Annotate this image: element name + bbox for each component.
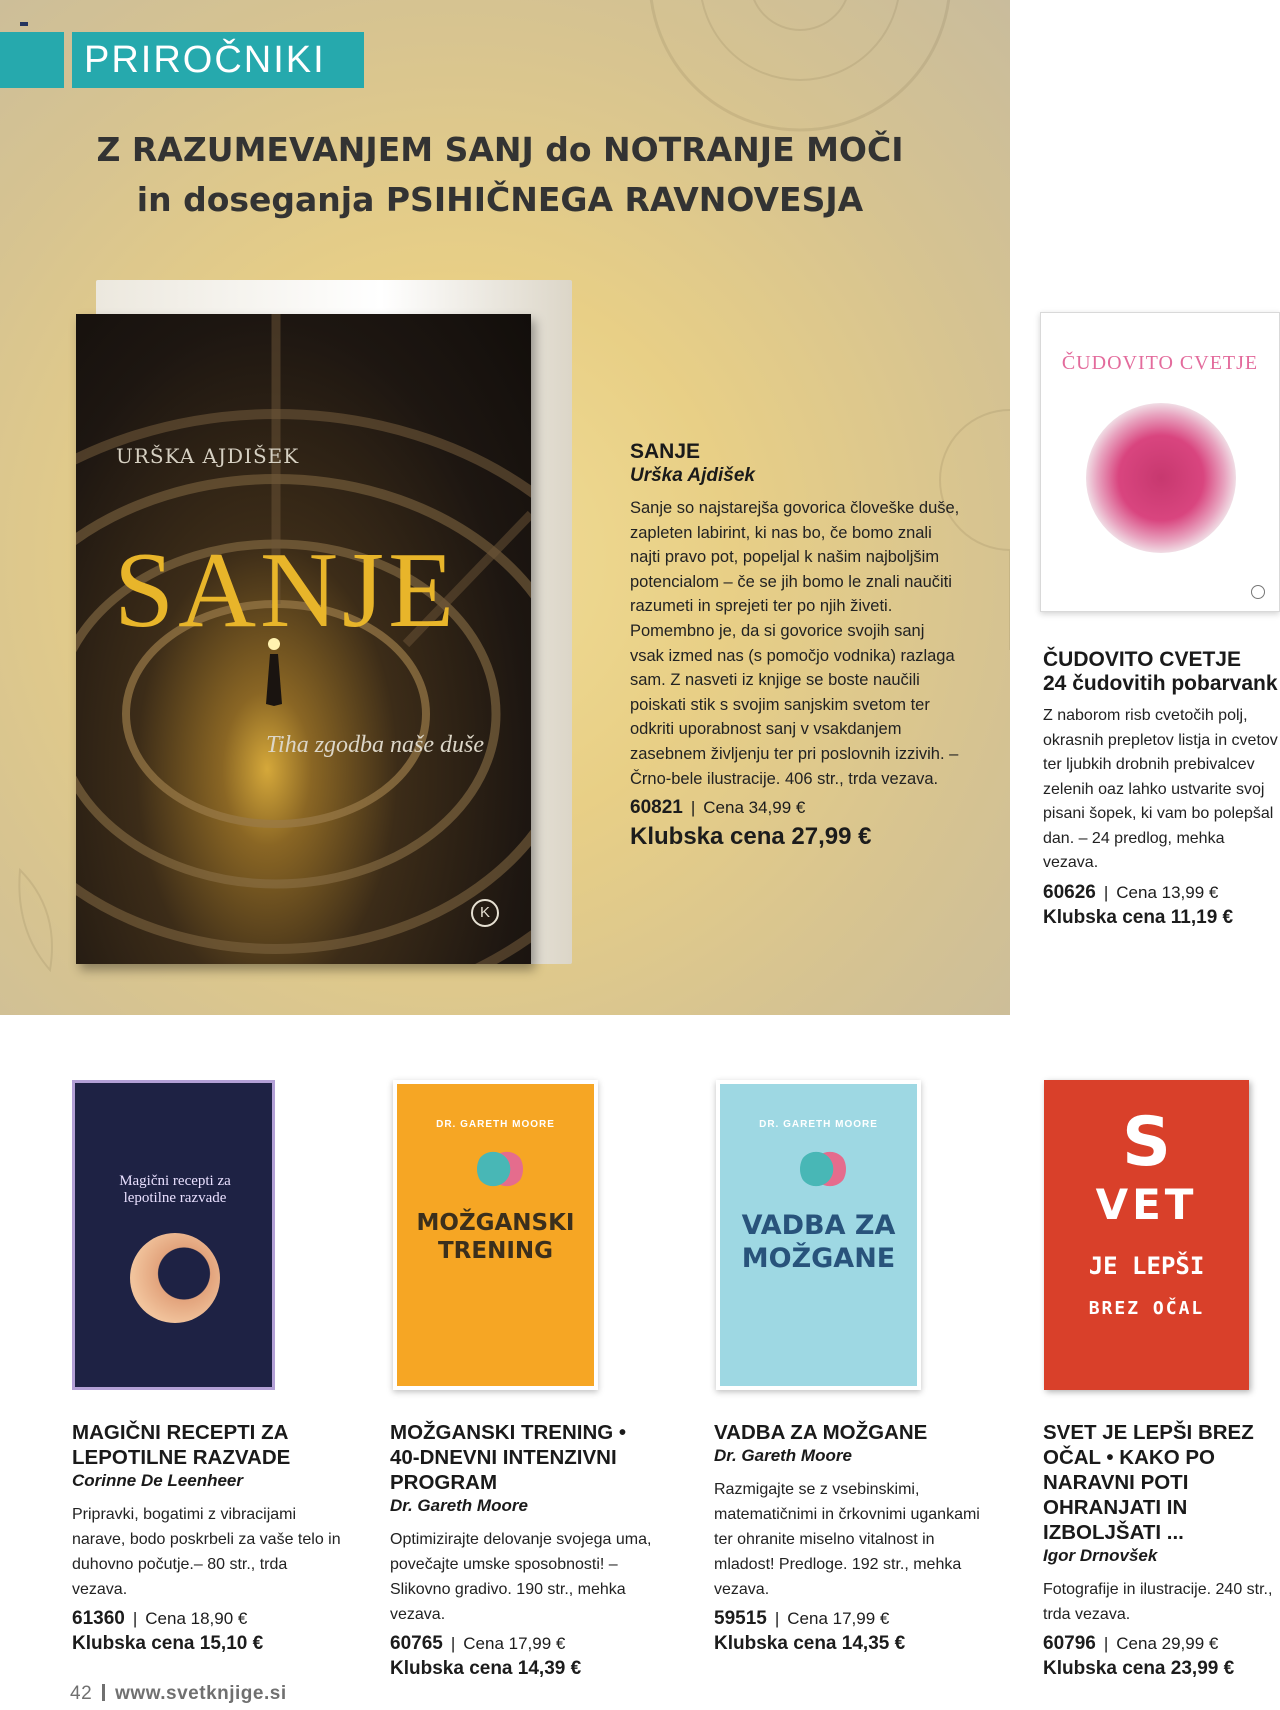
product-info-2 [390, 1420, 660, 1681]
product-code: 61360 [72, 1608, 125, 1629]
featured-product-info [630, 440, 960, 853]
cover-author: DR. GARETH MOORE [436, 1119, 555, 1130]
side-book-cover[interactable] [1040, 312, 1280, 612]
book-front-cover [76, 314, 531, 964]
cover-author: DR. GARETH MOORE [759, 1119, 878, 1130]
headline-line-2: in doseganja PSIHIČNEGA RAVNOVESJA [136, 180, 864, 219]
brain-icon [477, 1146, 523, 1192]
product-author: Dr. Gareth Moore [390, 1496, 528, 1515]
flower-illustration [1086, 403, 1236, 553]
product-title[interactable]: VADBA ZA MOŽGANE [714, 1421, 928, 1444]
product-title[interactable]: MAGIČNI RECEPTI ZA LEPOTILNE RAZVADE [72, 1421, 291, 1469]
product-description: Pripravki, bogatimi z vibracijami narave, bodo poskrbeli za vaše telo in duhovno počutje.– 80 str., trda vezava. [72, 1506, 341, 1598]
regular-price: Cena 34,99 € [703, 798, 806, 818]
publisher-logo-icon [1251, 585, 1265, 599]
cover-brez-ocal: BREZ OČAL [1088, 1298, 1205, 1319]
club-price: Klubska cena 11,19 € [1043, 906, 1234, 928]
product-title[interactable]: MOŽGANSKI TRENING • 40-DNEVNI INTENZIVNI PROGRAM [390, 1421, 627, 1494]
publisher-logo-icon: K [471, 899, 499, 927]
book-cover-magicni-recepti[interactable] [72, 1080, 275, 1390]
category-bar-accent [0, 32, 64, 88]
product-info-4 [1043, 1420, 1280, 1681]
product-author: Igor Drnovšek [1043, 1546, 1158, 1565]
price-line: 60821 | Cena 34,99 € [630, 797, 806, 819]
product-code: 59515 [714, 1608, 767, 1629]
feather-decoration [10, 860, 70, 980]
product-title[interactable]: SANJE [630, 440, 701, 463]
regular-price: Cena 17,99 € [463, 1634, 566, 1653]
price-line: 59515 | Cena 17,99 € [714, 1608, 890, 1629]
club-price: Klubska cena 14,39 € [390, 1658, 582, 1679]
cover-word-vet: VET [1095, 1180, 1198, 1229]
moon-illustration [130, 1233, 220, 1323]
regular-price: Cena 17,99 € [787, 1609, 890, 1628]
side-product-info [1043, 648, 1280, 930]
cover-letter-s: S [1122, 1103, 1171, 1182]
category-label: PRIROČNIKI [72, 32, 364, 88]
cover-title: SANJE [114, 531, 459, 650]
product-description: Sanje so najstarejša govorica človeške duše, zapleten labirint, ki nas bo, če bomo znali najti pravo pot, popeljal k našim najboljšim potencialom – če se jih bomo le znali naučiti razumeti in sprejeti ter po njih živeti. Pomembno je, da si govorice svojih sanj vsak izmed nas (s pomočjo vodnika) razlaga sam. Z nasveti iz knjige se boste naučili poiskati stik s svojim sanjskim svetom ter odkriti uporabnost sanj v vsakdanjem zasebnem življenju ter pri poslovnih izzivih. – Črno-bele ilustracije. 406 str., trda vezava. [630, 499, 960, 788]
product-code: 60821 [630, 797, 683, 819]
product-description: Z naborom risb cvetočih polj, okrasnih prepletov listja in cvetov ter ljubkih drobnih prebivalcev zelenih oaz lahko ustvarite svoj pisani šopek, ki vam bo polepšal dan. – 24 predlog, mehka vezava. [1043, 707, 1278, 871]
cover-author: URŠKA AJDIŠEK [116, 444, 300, 468]
book-cover-mozganski-trening[interactable] [393, 1080, 598, 1390]
book-cover-vadba-za-mozgane[interactable] [716, 1080, 921, 1390]
page-number: 42 [70, 1683, 93, 1704]
product-author: Urška Ajdišek [630, 465, 755, 486]
cover-title: Magični recepti za lepotilne razvade [119, 1173, 231, 1206]
regular-price: Cena 13,99 € [1116, 882, 1219, 902]
cover-title: ČUDOVITO CVETJE [1061, 352, 1259, 374]
price-line: 60796 | Cena 29,99 € [1043, 1633, 1219, 1654]
club-price: Klubska cena 23,99 € [1043, 1658, 1235, 1679]
headline [60, 125, 940, 225]
book-cover-svet-je-lepsi[interactable] [1044, 1080, 1249, 1390]
footer-divider [102, 1684, 105, 1701]
flag-mark [20, 22, 28, 26]
product-code: 60796 [1043, 1633, 1096, 1654]
product-info-1 [72, 1420, 342, 1656]
regular-price: Cena 18,90 € [145, 1609, 248, 1628]
cover-je-lepsi: JE LEPŠI [1088, 1252, 1205, 1280]
price-line: 61360 | Cena 18,90 € [72, 1608, 248, 1629]
club-price: Klubska cena 15,10 € [72, 1633, 264, 1654]
regular-price: Cena 29,99 € [1116, 1634, 1219, 1653]
cover-title: MOŽGANSKI TRENING [416, 1210, 575, 1264]
product-title[interactable]: SVET JE LEPŠI BREZ OČAL • KAKO PO NARAVNI POTI OHRANJATI IN IZBOLJŠATI ... [1043, 1421, 1254, 1544]
product-info-3 [714, 1420, 984, 1656]
product-description: Razmigajte se z vsebinskimi, matematičnimi in črkovnimi ugankami ter ohranite miselno vitalnost in mladost! Predloge. 192 str., mehka vezava. [714, 1481, 980, 1598]
cover-title: VADBA ZA MOŽGANE [741, 1210, 896, 1274]
website-link[interactable]: www.svetknjige.si [115, 1683, 287, 1704]
product-description: Fotografije in ilustracije. 240 str., trda vezava. [1043, 1581, 1273, 1623]
headline-line-1: Z RAZUMEVANJEM SANJ do NOTRANJE MOČI [96, 130, 904, 169]
product-author: Dr. Gareth Moore [714, 1446, 852, 1465]
club-price: Klubska cena 27,99 € [630, 823, 872, 851]
club-price: Klubska cena 14,35 € [714, 1633, 906, 1654]
featured-book-cover[interactable] [76, 268, 576, 968]
product-description: Optimizirajte delovanje svojega uma, povečajte umske sposobnosti! – Slikovno gradivo. 190 str., mehka vezava. [390, 1531, 652, 1623]
product-title[interactable]: ČUDOVITO CVETJE [1043, 648, 1241, 671]
cover-subtitle: Tiha zgodba naše duše [266, 732, 485, 758]
product-code: 60765 [390, 1633, 443, 1654]
product-subtitle: 24 čudovitih pobarvank [1043, 672, 1278, 695]
brain-icon [800, 1146, 846, 1192]
product-code: 60626 [1043, 881, 1096, 903]
price-line: 60765 | Cena 17,99 € [390, 1633, 566, 1654]
price-line: 60626 | Cena 13,99 € [1043, 881, 1219, 903]
page-footer [70, 1683, 287, 1705]
product-author: Corinne De Leenheer [72, 1471, 243, 1490]
